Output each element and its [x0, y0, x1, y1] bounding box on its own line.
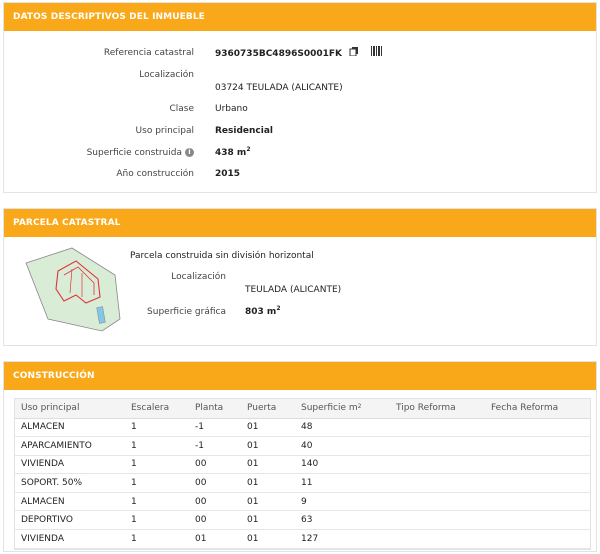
cell-tipo-reforma — [390, 530, 485, 549]
col-escalera: Escalera — [125, 399, 189, 418]
superficie-construida-value-wrap — [215, 146, 251, 160]
cell-escalera: 1 — [125, 437, 189, 456]
col-tipo-reforma: Tipo Reforma — [390, 399, 485, 418]
construccion-panel — [3, 361, 597, 552]
localizacion-label: Localización — [139, 70, 194, 80]
construccion-table-body — [15, 418, 590, 548]
cell-fecha-reforma — [485, 530, 590, 549]
cell-planta: 00 — [189, 455, 241, 474]
cell-planta: 00 — [189, 474, 241, 493]
cell-puerta: 01 — [241, 455, 295, 474]
table-row — [15, 455, 590, 474]
cell-uso: APARCAMIENTO — [15, 437, 125, 456]
construccion-table-wrap — [14, 398, 591, 550]
col-superficie — [295, 399, 390, 418]
table-row — [15, 511, 590, 530]
superficie-construida-value: 438 m — [215, 148, 247, 158]
anio-construccion-label: Año construcción — [116, 169, 194, 179]
cell-uso: DEPORTIVO — [15, 511, 125, 530]
cell-escalera: 1 — [125, 418, 189, 437]
cell-uso: ALMACEN — [15, 492, 125, 511]
cell-uso: SOPORT. 50% — [15, 474, 125, 493]
cell-planta: 01 — [189, 530, 241, 549]
cell-uso: VIVIENDA — [15, 530, 125, 549]
localizacion-value: 03724 TEULADA (ALICANTE) — [215, 83, 343, 93]
cell-fecha-reforma — [485, 474, 590, 493]
superficie-grafica-value: 803 m — [245, 307, 277, 317]
uso-principal-value: Residencial — [215, 126, 274, 136]
parcel-map-thumbnail[interactable] — [20, 245, 126, 335]
cell-tipo-reforma — [390, 492, 485, 511]
cell-planta: -1 — [189, 418, 241, 437]
superficie-construida-exp: 2 — [246, 146, 251, 153]
cell-superficie: 11 — [295, 474, 390, 493]
cell-superficie: 140 — [295, 455, 390, 474]
barcode-icon[interactable] — [371, 46, 382, 61]
cell-fecha-reforma — [485, 455, 590, 474]
clase-label: Clase — [169, 104, 194, 114]
ref-catastral-row — [215, 46, 415, 60]
cell-superficie: 63 — [295, 511, 390, 530]
anio-construccion-value: 2015 — [215, 169, 241, 179]
superficie-grafica-exp: 2 — [276, 305, 281, 312]
datos-descriptivos-header: DATOS DESCRIPTIVOS DEL INMUEBLE — [4, 3, 596, 31]
table-row — [15, 474, 590, 493]
cell-fecha-reforma — [485, 511, 590, 530]
table-row — [15, 437, 590, 456]
copy-icon[interactable] — [349, 46, 359, 61]
parcela-localizacion-label: Localización — [171, 272, 226, 282]
table-header-row — [15, 399, 590, 418]
col-puerta: Puerta — [241, 399, 295, 418]
cell-escalera: 1 — [125, 474, 189, 493]
cell-fecha-reforma — [485, 418, 590, 437]
cell-escalera: 1 — [125, 511, 189, 530]
clase-value: Urbano — [215, 104, 248, 114]
superficie-grafica-label: Superficie gráfica — [147, 307, 226, 317]
info-icon[interactable]: i — [185, 148, 194, 157]
parcel-shape — [26, 248, 120, 331]
parcela-subtitle: Parcela construida sin división horizontal — [130, 251, 314, 261]
cell-puerta: 01 — [241, 437, 295, 456]
col-superficie-label: Superficie m — [301, 403, 358, 414]
cell-tipo-reforma — [390, 437, 485, 456]
parcela-catastral-header: PARCELA CATASTRAL — [4, 209, 596, 237]
cell-superficie: 48 — [295, 418, 390, 437]
parcela-localizacion-value: TEULADA (ALICANTE) — [245, 285, 342, 295]
cell-fecha-reforma — [485, 492, 590, 511]
cell-puerta: 01 — [241, 474, 295, 493]
table-row — [15, 418, 590, 437]
superficie-construida-label: Superficie construida — [86, 148, 182, 158]
col-fecha-reforma: Fecha Reforma — [485, 399, 590, 418]
datos-descriptivos-panel — [3, 2, 597, 193]
cell-tipo-reforma — [390, 474, 485, 493]
cell-tipo-reforma — [390, 455, 485, 474]
cell-planta: 00 — [189, 492, 241, 511]
cell-puerta: 01 — [241, 492, 295, 511]
cell-escalera: 1 — [125, 455, 189, 474]
cell-planta: -1 — [189, 437, 241, 456]
cell-fecha-reforma — [485, 437, 590, 456]
col-uso-principal: Uso principal — [15, 399, 125, 418]
construccion-header: CONSTRUCCIÓN — [4, 362, 596, 390]
ref-catastral-label: Referencia catastral — [103, 48, 194, 58]
superficie-construida-row — [4, 146, 194, 160]
cell-puerta: 01 — [241, 418, 295, 437]
uso-principal-label: Uso principal — [135, 126, 194, 136]
cell-superficie: 9 — [295, 492, 390, 511]
cell-uso: VIVIENDA — [15, 455, 125, 474]
ref-catastral-value[interactable]: 9360735BC4896S0001FK — [215, 49, 343, 59]
table-row — [15, 530, 590, 549]
cell-escalera: 1 — [125, 492, 189, 511]
cell-tipo-reforma — [390, 511, 485, 530]
cell-planta: 00 — [189, 511, 241, 530]
table-row — [15, 492, 590, 511]
construccion-table — [15, 399, 590, 549]
superficie-grafica-value-wrap — [245, 305, 281, 319]
cell-superficie: 127 — [295, 530, 390, 549]
cell-tipo-reforma — [390, 418, 485, 437]
parcela-catastral-panel — [3, 208, 597, 346]
cell-uso: ALMACEN — [15, 418, 125, 437]
cell-superficie: 40 — [295, 437, 390, 456]
col-superficie-exp: 2 — [357, 403, 362, 411]
col-planta: Planta — [189, 399, 241, 418]
cell-puerta: 01 — [241, 511, 295, 530]
cell-puerta: 01 — [241, 530, 295, 549]
cell-escalera: 1 — [125, 530, 189, 549]
